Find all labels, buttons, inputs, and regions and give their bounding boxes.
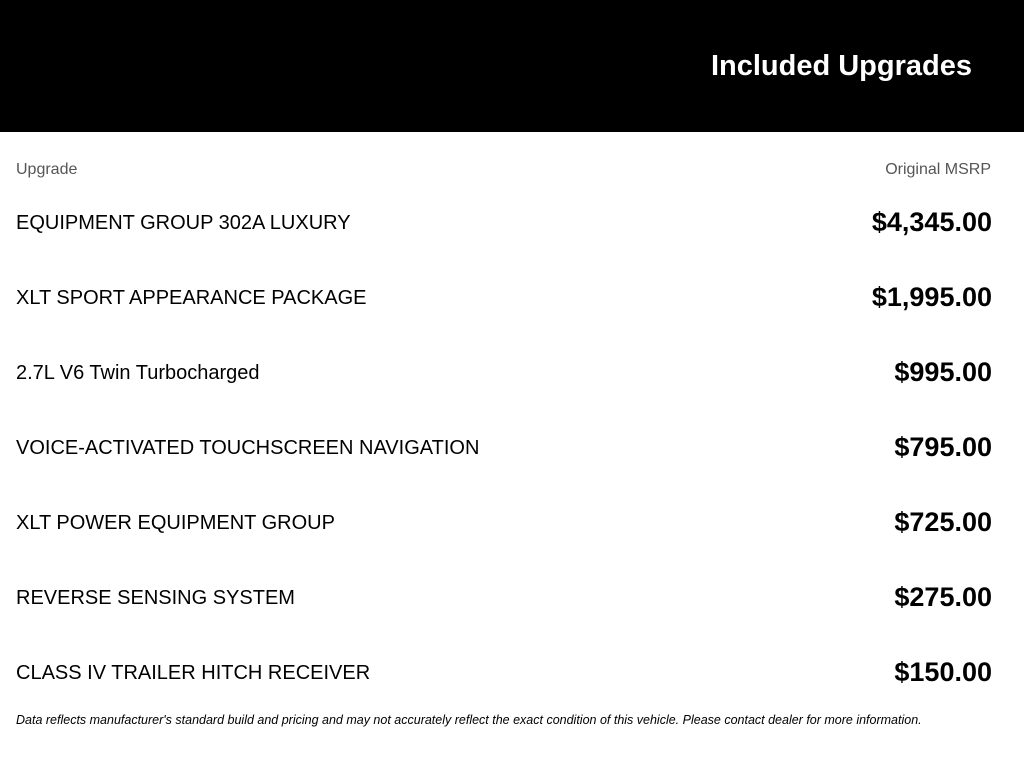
upgrade-name: VOICE-ACTIVATED TOUCHSCREEN NAVIGATION (16, 437, 480, 459)
list-item (0, 645, 1024, 720)
column-header-msrp: Original MSRP (885, 161, 991, 178)
list-item (0, 495, 1024, 570)
upgrade-price: $725.00 (894, 507, 992, 537)
list-item (0, 570, 1024, 645)
upgrade-name: EQUIPMENT GROUP 302A LUXURY (16, 212, 351, 234)
list-item (0, 270, 1024, 345)
upgrade-name: XLT POWER EQUIPMENT GROUP (16, 512, 335, 534)
upgrade-name: XLT SPORT APPEARANCE PACKAGE (16, 287, 367, 309)
upgrade-price: $150.00 (894, 657, 992, 687)
header-banner (0, 0, 1024, 132)
upgrade-price: $4,345.00 (871, 207, 992, 237)
upgrade-name: 2.7L V6 Twin Turbocharged (16, 362, 260, 384)
upgrade-name: CLASS IV TRAILER HITCH RECEIVER (16, 662, 371, 684)
list-item (0, 195, 1024, 270)
upgrade-price: $995.00 (894, 357, 992, 387)
upgrade-list (0, 195, 1024, 720)
upgrade-price: $795.00 (894, 432, 992, 462)
upgrade-name: REVERSE SENSING SYSTEM (16, 587, 295, 609)
list-item (0, 345, 1024, 420)
list-item (0, 420, 1024, 495)
disclaimer-text: Data reflects manufacturer's standard build and pricing and may not accurately reflect the exact condition of this vehicle. Please contact dealer for more information. (16, 713, 922, 727)
upgrade-price: $275.00 (894, 582, 992, 612)
page-title: Included Upgrades (710, 50, 972, 82)
column-header-upgrade: Upgrade (16, 161, 78, 178)
upgrade-price: $1,995.00 (871, 282, 992, 312)
